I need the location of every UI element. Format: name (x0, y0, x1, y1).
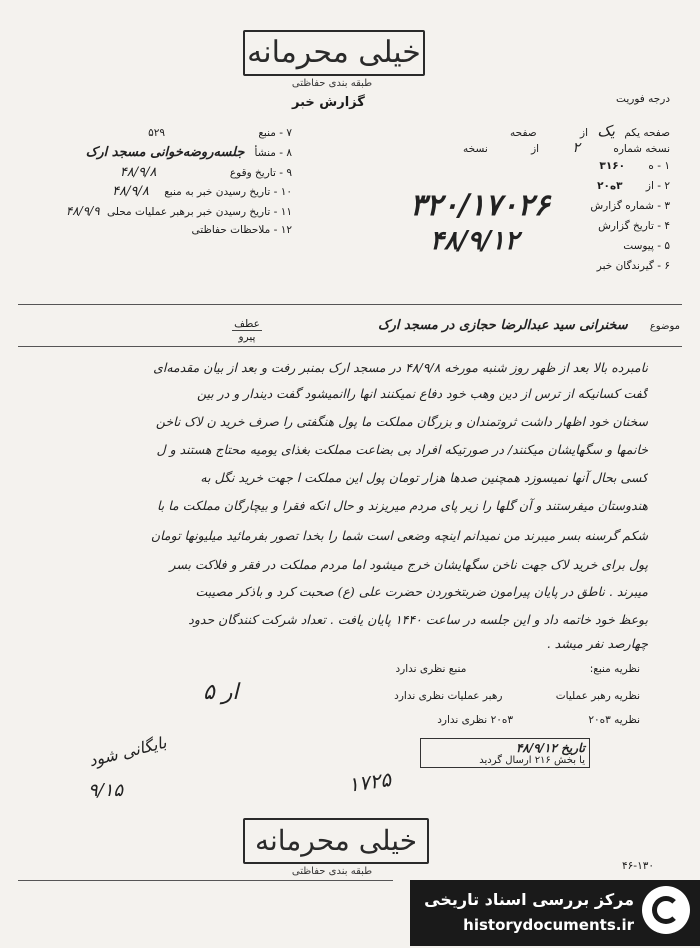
subject-label: موضوع (649, 321, 680, 332)
source-opinion: نظریه منبع: منبع نظری ندارد (395, 663, 640, 675)
classification-caption-top: طبقه بندی حفاظتی (291, 78, 373, 89)
handwritten-note-date: ۹/۱۵ (88, 780, 124, 801)
received-by-leader-field: ۱۱ - تاریخ رسیدن خبر برهبر عملیات محلی ۴۸/۹/۹ (65, 204, 292, 218)
dispatch-stamp: تاریخ ۴۸/۹/۱۲ یا بخش ۲۱۶ ارسال گردید (420, 738, 590, 768)
copy-field: نسخه شماره ۲ از نسخه (463, 140, 670, 156)
classification-caption-bottom: طبقه بندی حفاظتی (291, 866, 373, 877)
urgency-label: درجه فوریت (616, 93, 670, 105)
subject-text: سخنرانی سید عبدالرضا حجازی در مسجد ارک (378, 318, 628, 333)
handwritten-note-left: بایگانی شود (86, 732, 169, 771)
classification-stamp-top (243, 30, 425, 76)
report-body-line: بوعظ خود خاتمه داد و این جلسه در ساعت ۱۴۴۰ پایان یافت . تعداد شرکت کنندگان حدود (188, 612, 648, 627)
leader-opinion: نظریه رهبر عملیات رهبر عملیات نظری ندارد (394, 690, 640, 702)
received-by-source-field: ۱۰ - تاریخ رسیدن خبر به منبع ۴۸/۹/۸ (112, 184, 292, 199)
report-title: گزارش خبر (292, 95, 365, 110)
from-field: ۲ - از ۳ه۲۰ (597, 180, 670, 192)
source-field: ۷ - منبع ۵۲۹ (148, 127, 292, 139)
brand-url[interactable]: historydocuments.ir (463, 916, 634, 934)
brand-footer (410, 880, 700, 946)
report-body-line: گفت کسانیکه از ترس از دین وهب خود دفاع نمیکنند انها راانمیشود گفت دیندار و در بین (196, 386, 648, 401)
brand-logo-icon (642, 886, 690, 934)
recipients-field: ۶ - گیرندگان خبر (596, 260, 670, 272)
divider-bottom (18, 880, 393, 881)
classification-stamp-top-text: خیلی محرمانه (247, 35, 421, 70)
divider-top (18, 304, 682, 305)
report-body-line: کسی بحال آنها نمیسوزد همچنین صدها هزار تومان پول این مملکت ا جهت خرید نگل به (200, 470, 648, 485)
brand-name: مرکز بررسی اسناد تاریخی (424, 890, 634, 909)
report-number-field: ۳ - شماره گزارش (590, 200, 670, 212)
to-field: ۱ - ه ۳۱۶۰ (599, 160, 670, 172)
report-body-line: پول برای خرید لاک جهت ناخن سگهایشان خرج میشود اما مردم مملکت در فقر و فلاکت بسر (169, 557, 648, 572)
report-body-line: خانمها و سگهایشان میکنند/ در صورتیکه افراد بی بضاعت مملکت بغذای یومیه محتاج هستند و ل (156, 442, 648, 457)
occurrence-date-field: ۹ - تاریخ وقوع ۴۸/۹/۸ (119, 165, 292, 180)
page-field: صفحه یکم یک از صفحه (510, 122, 670, 140)
classification-stamp-bottom (243, 818, 429, 864)
origin-field: ۸ - منشأ جلسه‌روضه‌خوانی مسجد ارک (85, 145, 292, 160)
subject-line (378, 318, 680, 333)
report-body-line: نامبرده بالا بعد از ظهر روز شنبه مورخه ۴۸/۹/۸ در مسجد ارک بمنبر رفت و بعد از بیان مقدمه‌ای (153, 360, 648, 375)
report-body-line: سخنان خود اظهار داشت ثروتمندان و بزرگان مملکت ما پول هنگفتی را صرف خرید ن لاک ناخن (155, 414, 648, 429)
security-notes-field: ۱۲ - ملاحظات حفاظتی (191, 224, 292, 236)
report-body-line: میبرند . ناطق در پایان پیرامون ضربتخوردن حضرت علی (ع) صحبت کرد و باذکر مصیبت (195, 584, 648, 599)
follow-label: عطف پیرو (232, 318, 262, 343)
handwritten-note-top: ۵ ار (203, 680, 239, 705)
report-body-line: شکم گرسنه بسر میبرند من نمیدانم اینچه وضعی است شما را بخدا تصور بفرمائید میلیونها تومان (150, 528, 648, 543)
handwritten-note-center: ۱۷۲۵ (346, 767, 393, 797)
report-body-line: هندوستان میفرستند و آن گلها را زیر پای مردم میریزند و حال انکه فقرا و بیچارگان مملکت ما با (156, 498, 648, 513)
office-opinion: نظریه ۳ه۲۰ ۳ه۲۰ نظری ندارد (437, 714, 640, 726)
classification-stamp-bottom-text: خیلی محرمانه (254, 824, 418, 857)
handwritten-report-date: ۴۸/۹/۱۲ (430, 226, 519, 256)
document-code: ۴۶-۱۳۰ (622, 860, 654, 872)
report-date-field: ۴ - تاریخ گزارش (598, 220, 670, 232)
divider-subject (18, 346, 682, 347)
attachment-field: ۵ - پیوست (623, 240, 670, 252)
handwritten-report-number: ۳۲۰/۱۷۰۲۶ (410, 188, 550, 223)
report-body-line: چهارصد نفر میشد . (546, 636, 648, 651)
